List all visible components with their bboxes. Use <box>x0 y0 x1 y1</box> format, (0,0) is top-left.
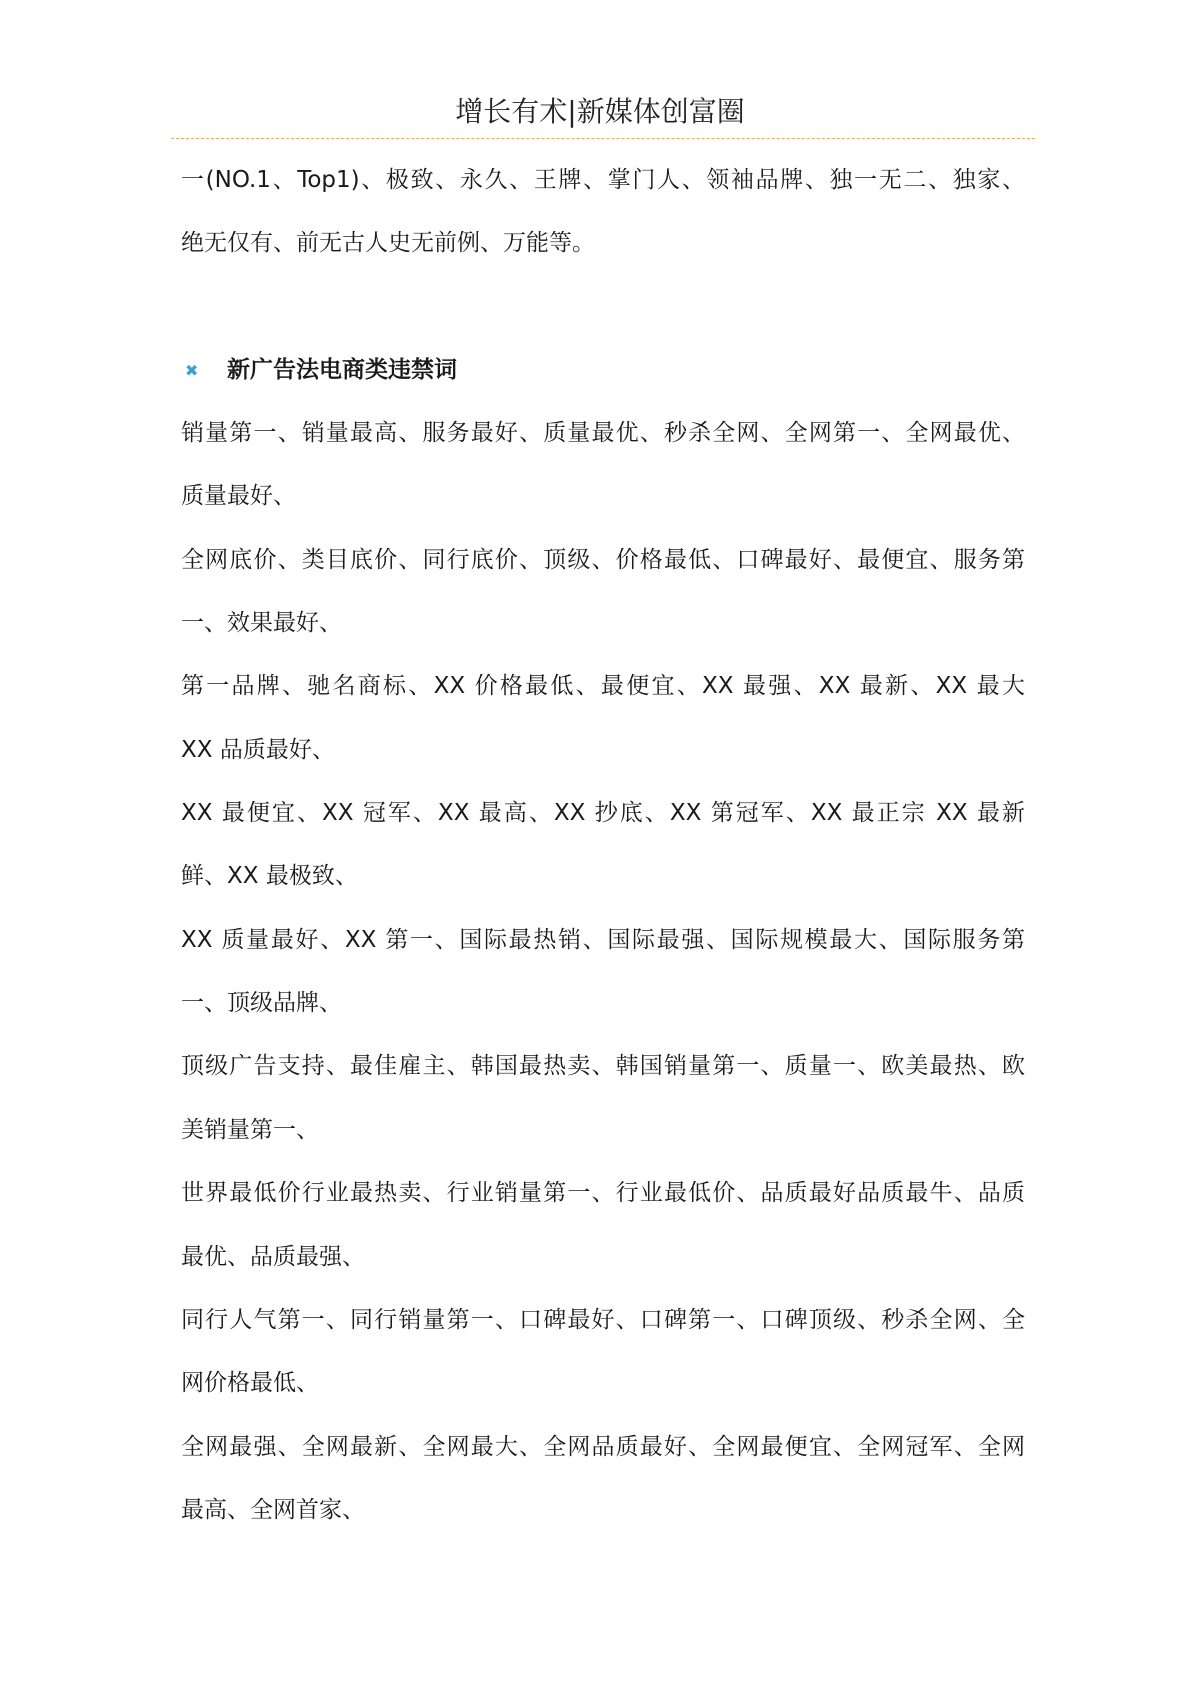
document-body <box>181 149 1025 1542</box>
text-line: 世界最低价行业最热卖、行业销量第一、行业最低价、品质最好品质最牛、品质 <box>181 1180 1025 1207</box>
text-line: XX 质量最好、XX 第一、国际最热销、国际最强、国际规模最大、国际服务第 <box>181 926 1025 953</box>
text-line: 最高、全网首家、 <box>181 1496 365 1523</box>
text-line: 最优、品质最强、 <box>181 1243 365 1270</box>
text-line: 一(NO.1、Top1)、极致、永久、王牌、掌门人、领袖品牌、独一无二、独家、 <box>181 167 1025 193</box>
text-line: 质量最好、 <box>181 483 296 510</box>
text-line: 销量第一、销量最高、服务最好、质量最优、秒杀全网、全网第一、全网最优、 <box>181 420 1025 447</box>
section-heading-text: 新广告法电商类违禁词 <box>227 356 457 383</box>
text-line: 一、效果最好、 <box>181 610 342 637</box>
text-line: 同行人气第一、同行销量第一、口碑最好、口碑第一、口碑顶级、秒杀全网、全 <box>181 1306 1025 1333</box>
text-line: 第一品牌、驰名商标、XX 价格最低、最便宜、XX 最强、XX 最新、XX 最大 <box>181 673 1025 700</box>
text-line: 美销量第一、 <box>181 1116 319 1143</box>
text-line: 顶级广告支持、最佳雇主、韩国最热卖、韩国销量第一、质量一、欧美最热、欧 <box>181 1053 1025 1080</box>
text-line: 鲜、XX 最极致、 <box>181 863 358 890</box>
text-line: XX 最便宜、XX 冠军、XX 最高、XX 抄底、XX 第冠军、XX 最正宗 XX 最新 <box>181 800 1025 827</box>
text-line: 网价格最低、 <box>181 1370 319 1397</box>
text-line: 全网底价、类目底价、同行底价、顶级、价格最低、口碑最好、最便宜、服务第 <box>181 546 1025 573</box>
section-lines <box>181 402 1025 1542</box>
text-line: XX 品质最好、 <box>181 736 335 763</box>
page-header-title: 增长有术|新媒体创富圈 <box>455 95 745 128</box>
section-heading <box>181 339 1025 402</box>
text-line: 一、顶级品牌、 <box>181 990 342 1017</box>
header-divider <box>171 138 1035 139</box>
text-line: 绝无仅有、前无古人史无前例、万能等。 <box>181 230 595 257</box>
text-line: 全网最强、全网最新、全网最大、全网品质最好、全网最便宜、全网冠军、全网 <box>181 1433 1025 1460</box>
x-bullet-icon: ✖ <box>185 360 199 380</box>
